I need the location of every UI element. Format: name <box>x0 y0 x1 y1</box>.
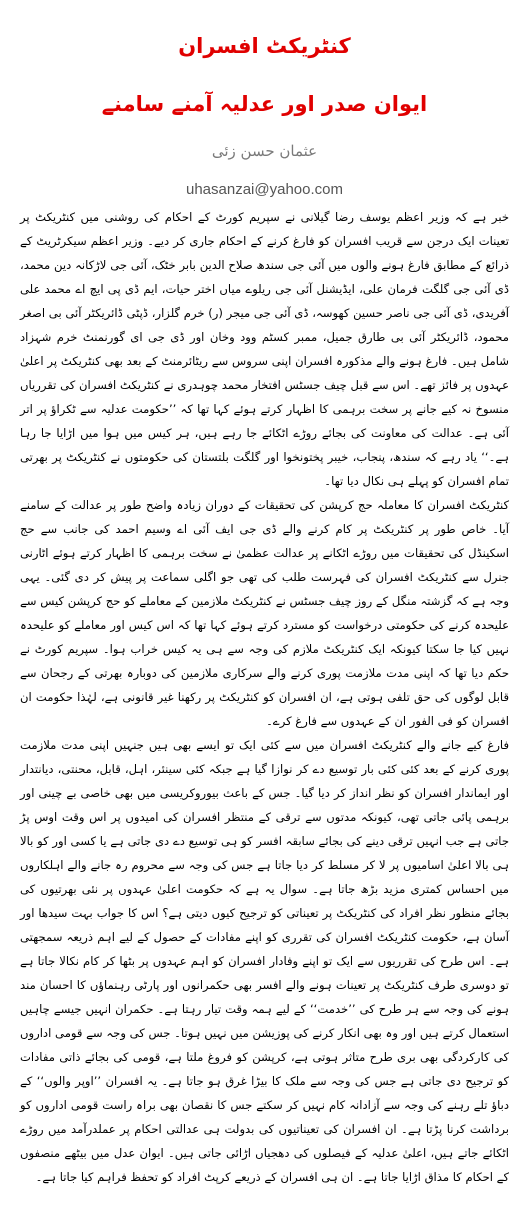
column-title: کنٹریکٹ افسران <box>178 34 351 58</box>
article-body <box>20 205 509 1189</box>
paragraph: فارغ کیے جانے والے کنٹریکٹ افسران میں سے کئی ایک تو ایسے بھی ہیں جنہیں اپنی مدت ملازمت پوری کرنے کے بعد کئی کئی بار توسیع دے کر نوازا گیا ہے جبکہ کئی سینئر، اہل، قابل، محنتی، دیانتدار اور ایماندار افسران کو نظر انداز کر دیا گیا۔ جس کے باعث بیوروکریسی میں بھی خاصی بے چینی اور برہمی پائی جاتی تھی، کیونکہ مدتوں سے ترقی کے منتظر افسران کی امیدوں پر اس وقت اوس پڑ جاتی ہے جب انہیں ترقی دینے کی بجائے سابقہ افسر کو ہی توسیع دے دی جاتی ہے یا کسی اور کو بالا ہی بالا اعلیٰ اسامیوں پر لا کر مسلط کر دیا جاتا ہے جس کی وجہ سے محروم رہ جانے والے اہلکاروں میں احساس کمتری مزید بڑھ جاتا ہے۔ سوال یہ ہے کہ حکومت اعلیٰ عہدوں پر نئی بھرتیوں کی بجائے منظور نظر افراد کی کنٹریکٹ پر تعیناتی کو ترجیح کیوں دیتی ہے؟ اس کا جواب بہت سیدھا اور آسان ہے، حکومت کنٹریکٹ افسران کی تقرری کو اپنے مفادات کے حصول کے لیے اہم ذریعہ سمجھتی ہے۔ اس طرح کی تقرریوں سے ایک تو اپنے وفادار افسران کو اہم عہدوں پر بٹھا کر کام نکالا جاتا ہے تو دوسری طرف کنٹریکٹ پر تعینات ہونے والے افسر بھی حکمرانوں اور پارٹی رہنماؤں کا احسان مند ہونے کی وجہ سے ہر طرح کی ’’خدمت‘‘ کے لیے ہمہ وقت تیار رہتا ہے۔ حکمران انہیں جیسے چاہیں استعمال کرتے ہیں اور وہ بھی انکار کرنے کی پوزیشن میں نہیں ہوتا۔ جس کی وجہ سے قومی اداروں کی کارکردگی بھی بری طرح متاثر ہوتی ہے، کرپشن کو فروغ ملتا ہے، قومی کی بجائے ذاتی مفادات کو ترجیح دی جاتی ہے جس کی وجہ سے ملک کا بیڑا غرق ہو جاتا ہے۔ یہ افسران ’’اوپر والوں‘‘ کے دباؤ تلے رہنے کی وجہ سے آزادانہ کام نہیں کر سکتے جس کا نقصان بھی براہ راست قومی اداروں کو برداشت کرنا پڑتا ہے۔ ان افسران کی تعیناتیوں کی بدولت ہی عدالتی احکام پر عملدرآمد میں روڑے اٹکائے جاتے ہیں، اعلیٰ عدلیہ کے فیصلوں کی دھجیاں اڑائی جاتی ہیں۔ ایوان عدل میں بیٹھے منصفوں کے احکام کا مذاق اڑایا جاتا ہے۔ ان ہی افسران کے ذریعے کرپٹ افراد کو تحفظ فراہم کیا جاتا ہے۔ <box>20 738 509 1184</box>
author-name: عثمان حسن زئی <box>211 142 318 160</box>
paragraph: خبر ہے کہ وزیر اعظم یوسف رضا گیلانی نے سپریم کورٹ کے احکام کی روشنی میں کنٹریکٹ پر تعینات ایک درجن سے قریب افسران کو فارغ کرنے کے احکام جاری کر دیے۔ وزیر اعظم سیکرٹریٹ کے ذرائع کے مطابق فارغ ہونے والوں میں آئی جی سندھ صلاح الدین بابر خٹک، آئی جی لاڑکانہ دین محمد، ڈی آئی جی گلگت فرمان علی، ایڈیشنل آئی جی ریلوے میاں اختر حیات، ایم ڈی پی ایچ اے محمد علی آفریدی، ڈی آئی جی ناصر حسین کھوسہ، ڈی آئی جی میجر (ر) خرم گلزار، ڈپٹی ڈائریکٹر آئی بی اصغر محمود، ڈائریکٹر آئی بی طارق جمیل، ممبر کسٹم وود وخان اور ڈی جی ای گورنمنٹ خرم شہزاد شامل ہیں۔ فارغ ہونے والے مذکورہ افسران اپنی سروس سے ریٹائرمنٹ کے بعد بھی کنٹریکٹ پر اعلیٰ عہدوں پر فائز تھے۔ اس سے قبل چیف جسٹس افتخار محمد چوہدری نے کنٹریکٹ افسران کی تقرریاں منسوخ نہ کیے جانے پر سخت برہمی کا اظہار کرتے ہوئے کہا تھا کہ ’’حکومت عدلیہ سے ٹکراؤ پر اتر آئی ہے۔ عدالت کی معاونت کی بجائے روڑے اٹکائے جا رہے ہیں، ہر کیس میں ہوا میں اڑایا جا رہا ہے۔‘‘ یاد رہے کہ سندھ، پنجاب، خیبر پختونخوا اور گلگت بلتستان کی حکومتوں نے کنٹریکٹ پر بھرتی تمام افسران کو پہلے ہی نکال دیا تھا۔ <box>20 210 509 488</box>
author-email: uhasanzai@yahoo.com <box>186 181 343 198</box>
article-headline: ایوان صدر اور عدلیہ آمنے سامنے <box>101 92 428 116</box>
paragraph: کنٹریکٹ افسران کا معاملہ حج کرپشن کی تحقیقات کے دوران زیادہ واضح طور پر عدالت کے سامنے آیا۔ خاص طور پر کنٹریکٹ پر کام کرنے والے ڈی جی ایف آئی اے وسیم احمد کی جانب سے حج اسکینڈل کی تحقیقات میں روڑے اٹکانے پر عدالت عظمیٰ نے سخت برہمی کا اظہار کرتے ہوئے اٹارنی جنرل سے کنٹریکٹ افسران کی فہرست طلب کی تھی جو اگلی سماعت پر پیش کر دی گئی۔ یہی وجہ ہے کہ گزشتہ منگل کے روز چیف جسٹس نے کنٹریکٹ ملازمین کے معاملے کو حج کرپشن کیس سے علیحدہ کرنے کی حکومتی درخواست کو مسترد کرتے ہوئے کہا تھا کہ اس کیس اور معاملے کو علیحدہ نہیں کیا جا سکتا کیونکہ ایک کنٹریکٹ ملازم کی وجہ سے ہی یہ کیس خراب ہوا۔ سپریم کورٹ نے حکم دیا تھا کہ اپنی مدت ملازمت پوری کرنے والے سرکاری ملازمین کی دوبارہ بھرتی کے رجحان سے قابل لوگوں کی حق تلفی ہوتی ہے، ان افسران کو کنٹریکٹ پر رکھنا غیر قانونی ہے، لہٰذا حکومت ان افسران کو فی الفور ان کے عہدوں سے فارغ کرے۔ <box>20 498 509 728</box>
